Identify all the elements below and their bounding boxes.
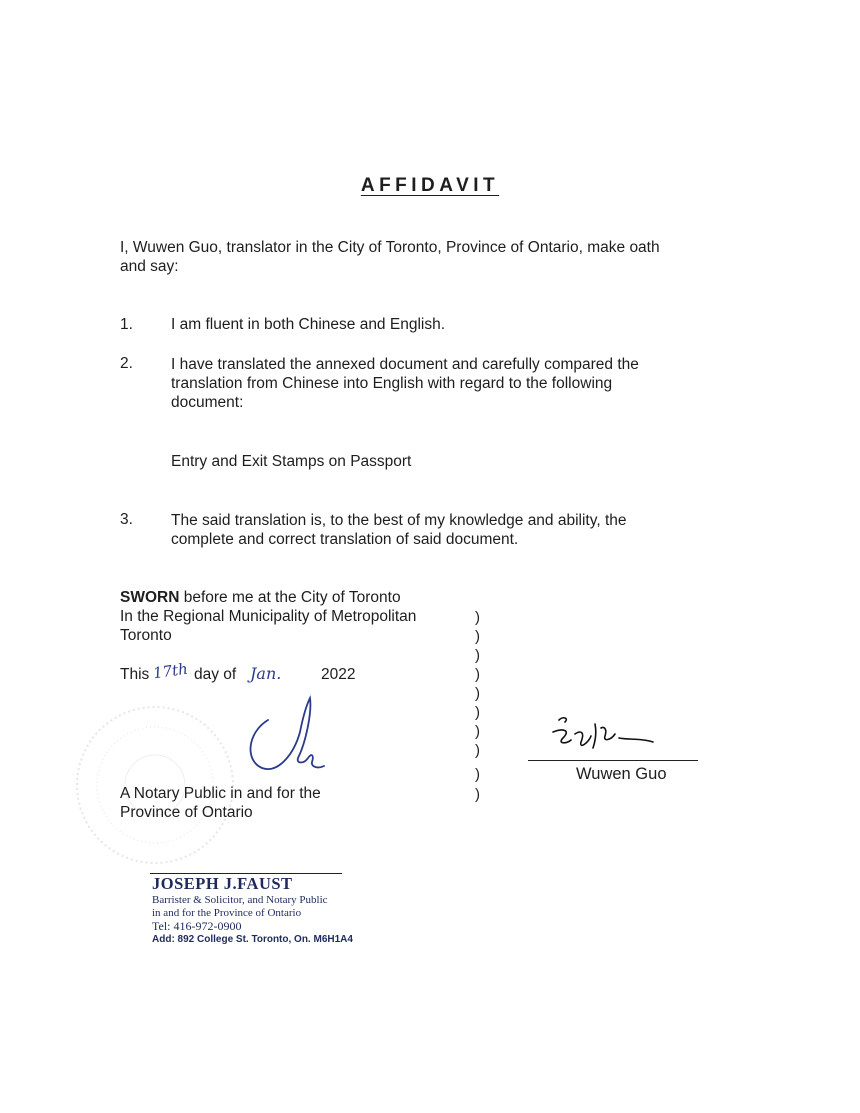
notary-line-1: A Notary Public in and for the — [120, 785, 321, 802]
handwritten-day: 17th — [151, 659, 189, 683]
item-number-3: 3. — [120, 511, 133, 528]
item-2-line-2: translation from Chinese into English with regard to the following — [171, 375, 613, 392]
sworn-rest: before me at the City of Toronto — [179, 589, 401, 606]
intro-line-2: and say: — [120, 258, 179, 275]
year: 2022 — [321, 666, 356, 683]
jurat-line-3: Toronto — [120, 627, 172, 644]
document-name: Entry and Exit Stamps on Passport — [171, 453, 412, 470]
paren: ) — [475, 723, 480, 740]
paren: ) — [475, 609, 480, 626]
jurat-line-2: In the Regional Municipality of Metropolitan — [120, 608, 417, 625]
signature-line — [528, 760, 698, 761]
paren: ) — [475, 685, 480, 702]
paren: ) — [475, 647, 480, 664]
paren: ) — [475, 766, 480, 783]
deponent-name: Wuwen Guo — [576, 765, 667, 783]
handwritten-month: Jan. — [250, 664, 282, 683]
item-1-line-1: I am fluent in both Chinese and English. — [171, 316, 446, 333]
paren: ) — [475, 786, 480, 803]
this-label: This — [120, 666, 150, 683]
notary-stamp-line-2: in and for the Province of Ontario — [152, 907, 302, 919]
item-3-line-1: The said translation is, to the best of my knowledge and ability, the — [171, 512, 627, 529]
notary-stamp-tel: Tel: 416-972-0900 — [152, 919, 242, 933]
item-2-line-1: I have translated the annexed document and carefully compared the — [171, 356, 639, 373]
sworn-label: SWORN — [120, 589, 180, 606]
notary-signature — [238, 692, 328, 774]
item-2-line-3: document: — [171, 394, 244, 411]
item-number-2: 2. — [120, 355, 133, 372]
paren: ) — [475, 704, 480, 721]
notary-stamp-name: JOSEPH J.FAUST — [152, 874, 293, 893]
paren: ) — [475, 666, 480, 683]
sworn-line — [120, 588, 401, 607]
intro-line-1: I, Wuwen Guo, translator in the City of Toronto, Province of Ontario, make oath — [120, 239, 660, 256]
notary-stamp — [130, 860, 370, 946]
paren: ) — [475, 742, 480, 759]
deponent-signature — [545, 708, 685, 760]
paren: ) — [475, 628, 480, 645]
notary-stamp-address: Add: 892 College St. Toronto, On. M6H1A4 — [152, 934, 353, 945]
day-of-label: day of — [194, 666, 237, 683]
item-3-line-2: complete and correct translation of said document. — [171, 531, 519, 548]
item-number-1: 1. — [120, 316, 133, 333]
notary-stamp-line-1: Barrister & Solicitor, and Notary Public — [152, 894, 328, 906]
notary-line-2: Province of Ontario — [120, 804, 253, 821]
document-title: AFFIDAVIT — [360, 175, 500, 196]
